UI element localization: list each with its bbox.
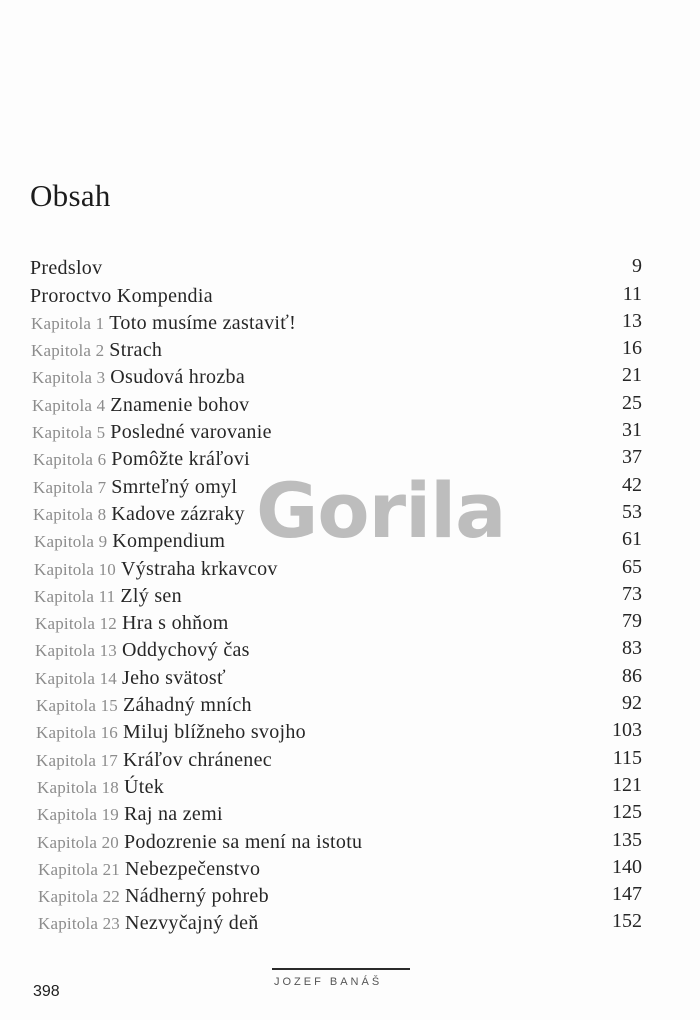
toc-chapter-number: Kapitola 10 [34, 559, 116, 579]
toc-chapter-number: Kapitola 3 [32, 368, 106, 388]
toc-page-number: 147 [612, 883, 642, 906]
toc-page-number: 73 [622, 582, 642, 605]
toc-chapter-number: Kapitola 6 [33, 450, 107, 470]
toc-entry-label [35, 639, 250, 662]
toc-entry-title: Proroctvo Kompendia [30, 284, 213, 307]
toc-entry [30, 911, 642, 938]
toc-entry-label [36, 694, 252, 717]
toc-chapter-number: Kapitola 9 [34, 532, 108, 552]
page-title: Obsah [30, 178, 111, 213]
toc-entry-label [38, 858, 260, 881]
toc-entry-label [34, 530, 225, 553]
toc-entry [30, 584, 642, 611]
page-number: 398 [33, 983, 60, 1000]
toc-page-number: 65 [622, 555, 642, 578]
toc-page-number: 61 [622, 528, 642, 551]
toc-chapter-number: Kapitola 5 [32, 423, 106, 443]
toc-chapter-number: Kapitola 11 [34, 586, 116, 606]
toc-page-number: 9 [632, 255, 642, 278]
toc-entry-label [32, 421, 272, 444]
toc-page-number: 92 [622, 692, 642, 715]
toc-chapter-number: Kapitola 2 [31, 341, 105, 361]
toc-entry-title: Strach [109, 339, 163, 362]
toc-entry-title: Hra s ohňom [122, 612, 229, 635]
toc-page-number: 79 [622, 610, 642, 633]
toc-entry-title: Zlý sen [120, 584, 182, 607]
toc-entry [30, 693, 642, 720]
toc-entry [30, 529, 642, 556]
toc-chapter-number: Kapitola 14 [35, 668, 117, 688]
footer-author: JOZEF BANÁŠ [274, 976, 383, 988]
toc-chapter-number: Kapitola 23 [38, 914, 120, 934]
toc-entry [30, 829, 642, 856]
footer-divider [272, 968, 410, 970]
toc-chapter-number: Kapitola 18 [37, 777, 119, 797]
table-of-contents [30, 256, 642, 938]
toc-entry-label [34, 558, 278, 581]
toc-entry-label [33, 448, 250, 471]
toc-chapter-number: Kapitola 20 [37, 832, 119, 852]
toc-chapter-number: Kapitola 21 [38, 859, 120, 879]
toc-entry-title: Predslov [30, 257, 103, 280]
toc-entry [30, 775, 642, 802]
toc-entry [30, 747, 642, 774]
toc-entry-label [30, 257, 102, 280]
toc-entry-label [36, 749, 272, 772]
toc-page-number: 13 [622, 309, 642, 332]
toc-entry-label [31, 312, 296, 335]
toc-entry [30, 338, 642, 365]
toc-entry-label [36, 721, 306, 744]
toc-chapter-number: Kapitola 12 [35, 614, 117, 634]
toc-chapter-number: Kapitola 8 [33, 504, 107, 524]
toc-page-number: 42 [622, 473, 642, 496]
toc-page-number: 86 [622, 664, 642, 687]
toc-entry-title: Nádherný pohreb [125, 885, 269, 908]
toc-entry-label [31, 339, 162, 362]
toc-entry-label [30, 285, 213, 308]
toc-entry-title: Kadove zázraky [111, 502, 245, 525]
toc-entry-title: Podozrenie sa mení na istotu [124, 830, 363, 853]
toc-entry-title: Kompendium [112, 530, 226, 553]
toc-entry [30, 720, 642, 747]
toc-entry [30, 884, 642, 911]
toc-page-number: 140 [612, 855, 642, 878]
toc-page-number: 125 [612, 801, 642, 824]
toc-entry-label [32, 394, 249, 417]
toc-entry-label [33, 476, 237, 499]
toc-page-number: 16 [622, 337, 642, 360]
toc-entry-title: Nezvyčajný deň [125, 912, 259, 935]
toc-entry [30, 283, 642, 310]
toc-entry-label [37, 776, 164, 799]
toc-chapter-number: Kapitola 19 [37, 805, 119, 825]
toc-page-number: 115 [612, 746, 642, 769]
toc-page-number: 135 [612, 828, 642, 851]
toc-entry [30, 392, 642, 419]
toc-entry-title: Miluj blížneho svojho [123, 721, 306, 744]
watermark-logo: Gorila [256, 466, 506, 555]
toc-chapter-number: Kapitola 13 [35, 641, 117, 661]
toc-entry [30, 665, 642, 692]
toc-page-number: 37 [622, 446, 642, 469]
toc-entry [30, 447, 642, 474]
toc-entry-label [38, 885, 269, 908]
toc-entry-title: Posledné varovanie [110, 421, 272, 444]
toc-chapter-number: Kapitola 1 [31, 313, 105, 333]
toc-page-number: 31 [622, 419, 642, 442]
toc-entry-label [37, 803, 223, 826]
toc-entry-label [34, 585, 182, 608]
toc-page-number: 83 [622, 637, 642, 660]
toc-entry-title: Nebezpečenstvo [125, 857, 261, 880]
toc-entry [30, 420, 642, 447]
toc-entry-label [38, 912, 259, 935]
toc-chapter-number: Kapitola 4 [32, 395, 106, 415]
toc-chapter-number: Kapitola 17 [36, 750, 118, 770]
toc-entry-title: Kráľov chránenec [123, 748, 272, 771]
toc-entry-label [32, 366, 245, 389]
toc-page-number: 152 [612, 910, 642, 933]
toc-entry-label [33, 503, 245, 526]
toc-entry-label [35, 612, 229, 635]
toc-entry-title: Záhadný mních [123, 694, 252, 717]
toc-chapter-number: Kapitola 16 [36, 723, 118, 743]
toc-entry [30, 256, 642, 283]
toc-entry [30, 802, 642, 829]
toc-entry-title: Raj na zemi [124, 803, 223, 826]
toc-entry-label [37, 831, 362, 854]
toc-entry [30, 611, 642, 638]
toc-entry-title: Smrteľný omyl [111, 475, 238, 498]
toc-entry-title: Znamenie bohov [110, 393, 250, 416]
toc-page-number: 121 [612, 773, 642, 796]
toc-chapter-number: Kapitola 7 [33, 477, 107, 497]
toc-entry [30, 365, 642, 392]
toc-page-number: 25 [622, 391, 642, 414]
toc-entry-label [35, 667, 226, 690]
toc-entry-title: Osudová hrozba [110, 366, 246, 389]
toc-entry [30, 556, 642, 583]
toc-page-number: 21 [622, 364, 642, 387]
toc-chapter-number: Kapitola 22 [38, 887, 120, 907]
toc-entry [30, 857, 642, 884]
toc-entry-title: Toto musíme zastaviť! [109, 311, 297, 334]
toc-entry-title: Jeho svätosť [122, 666, 226, 689]
toc-entry-title: Výstraha krkavcov [121, 557, 278, 580]
toc-chapter-number: Kapitola 15 [36, 696, 118, 716]
toc-page-number: 53 [622, 500, 642, 523]
toc-entry [30, 311, 642, 338]
toc-page-number: 11 [622, 282, 642, 305]
toc-entry [30, 502, 642, 529]
toc-entry-title: Pomôžte kráľovi [111, 448, 251, 471]
toc-entry [30, 474, 642, 501]
toc-entry-title: Oddychový čas [122, 639, 250, 662]
toc-page-number: 103 [612, 719, 642, 742]
toc-entry-title: Útek [124, 775, 165, 798]
toc-entry [30, 638, 642, 665]
